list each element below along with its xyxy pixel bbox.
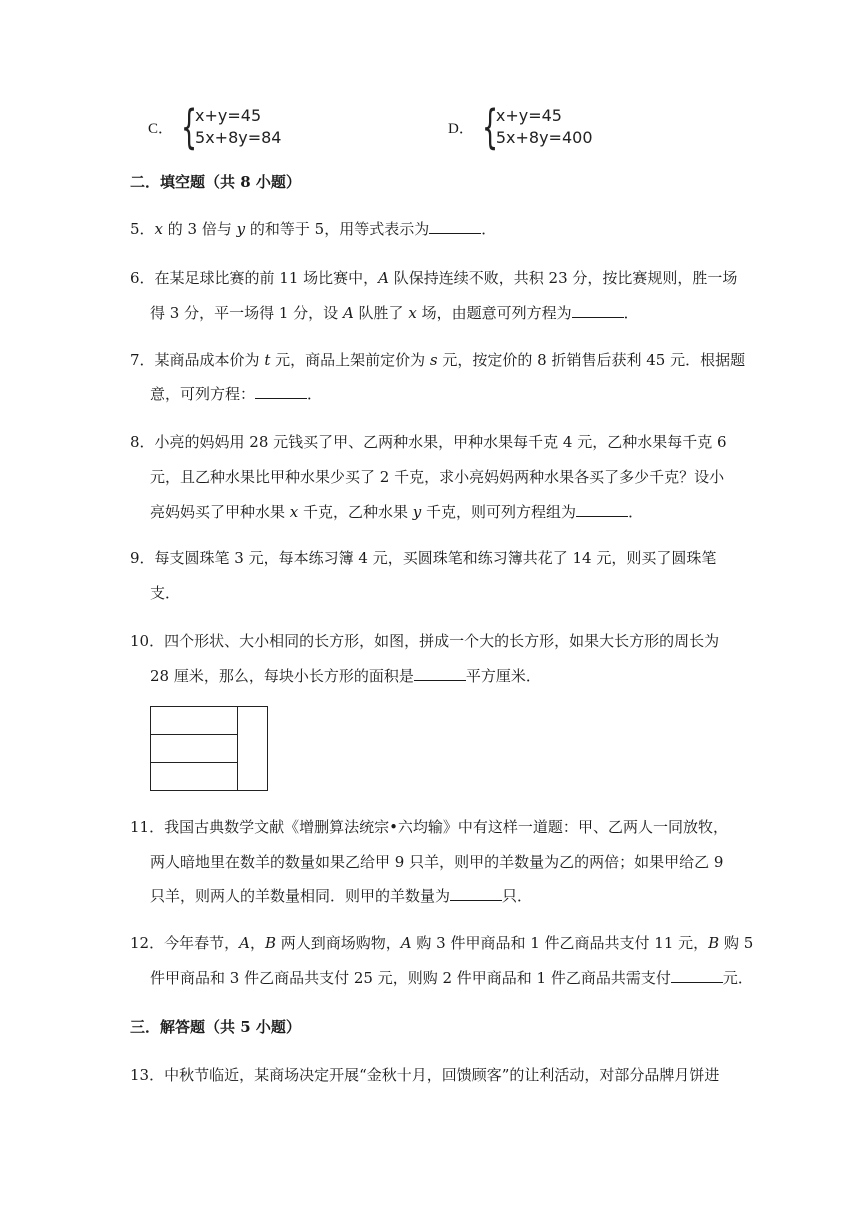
q6-var: A [342,304,354,322]
q8-text: 千克，则可列方程组为 [421,503,577,521]
option-d-eq2: 5x+8y=400 [495,128,593,147]
question-7-line-1 [130,350,745,370]
question-8-line-3 [150,502,643,522]
q8-text: 亮妈妈买了甲种水果 [150,503,290,521]
q12-var: A [400,934,412,952]
q5-text: 的 3 倍与 [163,220,237,238]
q12-text: 两人到商场购物， [275,934,401,952]
q7-var: s [429,351,438,369]
question-6-line-2 [150,303,639,323]
q7-text: ． [307,385,323,403]
brace-icon: { [481,100,498,154]
answer-blank[interactable] [576,502,628,517]
q11-text: 只羊，则两人的羊数量相同．则甲的羊数量为 [150,887,451,905]
question-11-line-2: 两人暗地里在数羊的数量如果乙给甲 9 只羊，则甲的羊数量为乙的两倍；如果甲给乙 9 [150,853,724,871]
option-d-equations [496,105,593,149]
question-10-line-2 [150,666,541,686]
q5-text: 的和等于 5，用等式表示为 [245,220,430,238]
option-c-eq2: 5x+8y=84 [195,128,282,147]
q12-text: 元． [722,969,753,987]
q7-text: 7．某商品成本价为 [130,351,265,369]
q8-var: y [412,503,422,521]
question-11-line-1: 11．我国古典数学文献《增删算法统宗•六均输》中有这样一道题：甲、乙两人一同放牧， [130,818,728,836]
option-d-label: D． [448,120,474,137]
option-c-equations [195,105,281,149]
q10-text: 28 厘米，那么，每块小长方形的面积是 [150,667,414,685]
section-title-solutions: 三．解答题（共 5 小题） [130,1018,301,1036]
q12-text: 12．今年春节， [130,934,240,952]
q5-var: y [236,220,246,238]
answer-blank[interactable] [429,219,481,234]
answer-blank[interactable] [414,666,466,681]
q6-var: A [378,269,390,287]
question-9-line-1: 9．每支圆珠笔 3 元，每本练习簿 4 元，买圆珠笔和练习簿共花了 14 元，则买了圆珠笔 [130,549,717,567]
q12-text: 购 3 件甲商品和 1 件乙商品共支付 11 元， [411,934,709,952]
option-c [148,100,282,154]
question-8-line-1: 8．小亮的妈妈用 28 元钱买了甲、乙两种水果，甲种水果每千克 4 元，乙种水果每千克 6 [130,433,727,451]
q7-text: 意，可列方程： [150,385,256,403]
section-title-fill-in: 二．填空题（共 8 小题） [130,173,301,191]
answer-blank[interactable] [255,384,307,399]
q12-text: 件甲商品和 3 件乙商品共支付 25 元，则购 2 件甲商品和 1 件乙商品共需支付 [150,969,671,987]
q11-text: 只． [502,887,533,905]
question-13-line-1: 13．中秋节临近，某商场决定开展“金秋十月，回馈顾客”的让利活动，对部分品牌月饼进 [130,1066,720,1084]
question-10-line-1: 10．四个形状、大小相同的长方形，如图，拼成一个大的长方形，如果大长方形的周长为 [130,632,720,650]
q8-text: ． [628,503,644,521]
q8-text: 千克，乙种水果 [298,503,413,521]
q7-var: t [264,351,271,369]
question-6-line-1 [130,268,737,288]
small-rectangle [150,706,238,735]
q6-text: 得 3 分，平一场得 1 分，设 [150,304,343,322]
option-c-label: C． [148,120,174,137]
question-8-line-2: 元，且乙种水果比甲种水果少买了 2 千克，求小亮妈妈两种水果各买了多少千克？设小 [150,468,725,486]
q6-text: 队胜了 [353,304,409,322]
q6-text: 6．在某足球比赛的前 11 场比赛中， [130,269,379,287]
question-12-line-2 [150,968,753,988]
q6-var: x [408,304,417,322]
q6-text: 队保持连续不败，共积 23 分，按比赛规则，胜一场 [389,269,738,287]
answer-blank[interactable] [450,886,502,901]
small-rectangle [150,762,238,791]
q12-text: ， [249,934,265,952]
question-12-line-1 [130,933,753,953]
question-7-line-2 [150,384,322,404]
q7-text: 元，按定价的 8 折销售后获利 45 元．根据题 [437,351,746,369]
question-9-line-2: 支． [150,584,181,602]
option-d [448,100,593,154]
q5-var: x [154,220,164,238]
q7-text: 元，商品上架前定价为 [270,351,430,369]
q12-text: 购 5 [719,934,754,952]
option-c-eq1: x+y=45 [195,106,262,125]
q8-var: x [289,503,299,521]
question-5 [130,219,496,239]
question-11-line-3 [150,886,532,906]
small-rectangle [150,734,238,763]
answer-blank[interactable] [572,303,624,318]
q6-text: 场，由题意可列方程为 [416,304,572,322]
answer-blank[interactable] [671,968,723,983]
q12-var: B [708,934,720,952]
q12-var: A [239,934,250,952]
small-rectangle-vertical [237,706,268,791]
q5-text: 5． [130,220,155,238]
q12-var: B [264,934,276,952]
brace-icon: { [181,100,198,154]
option-d-eq1: x+y=45 [495,106,562,125]
q6-text: ． [623,304,639,322]
q5-text: ． [481,220,497,238]
q10-text: 平方厘米． [465,667,541,685]
